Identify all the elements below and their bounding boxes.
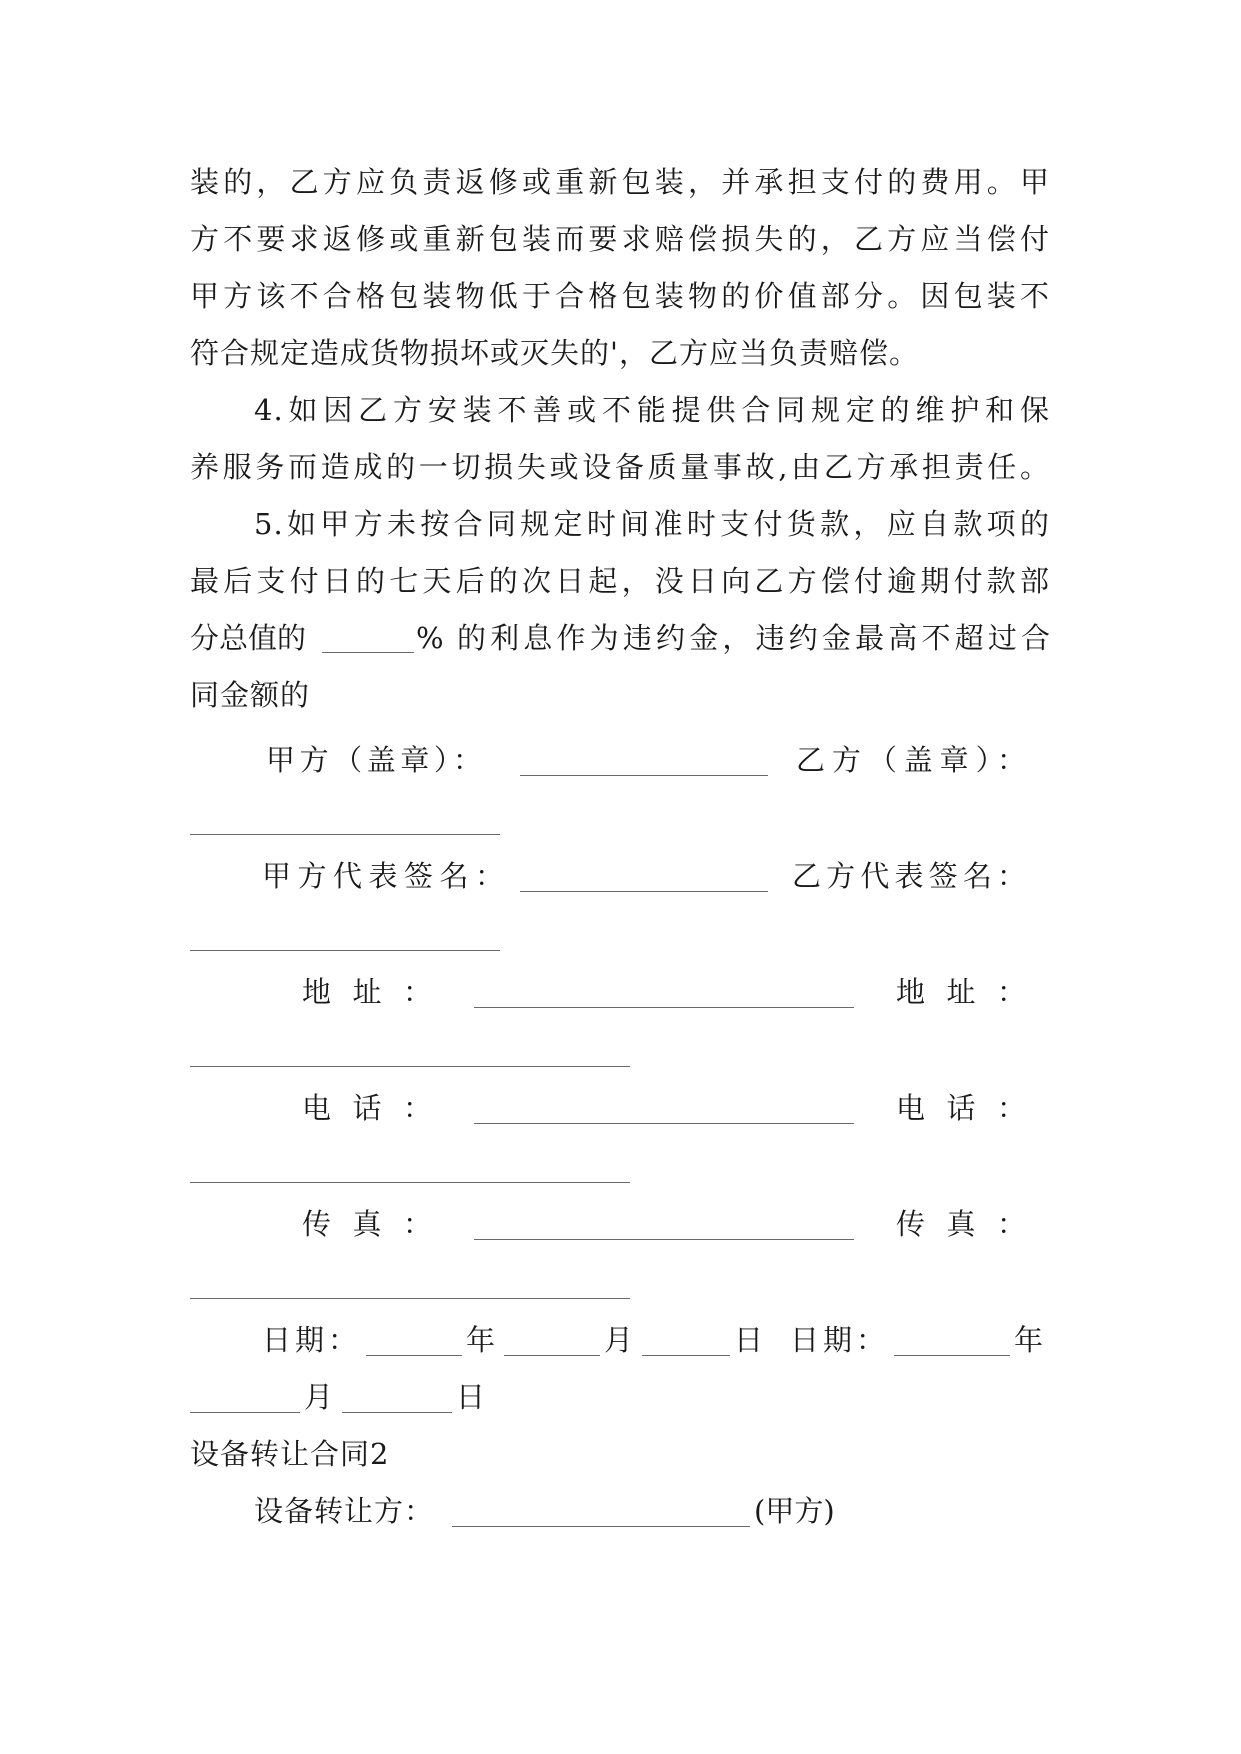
party-a-year-unit: 年 [466,1323,496,1357]
contract-2-title: 设备转让合同2 [190,1437,390,1471]
party-b-address-label: 地址： [896,975,1026,1009]
party-a-rep-blank[interactable] [520,891,768,892]
party-b-phone-label: 电话： [896,1091,1026,1125]
party-b-seal-label: 乙方（盖章）： [796,743,1026,777]
text-line: 符合规定造成货物损坏或灭失的'，乙方应当负责赔偿。 [190,336,919,370]
party-b-day-unit: 日 [456,1380,486,1414]
clause-5-line-2: 最后支付日的七天后的次日起，没日向乙方偿付逾期付款部 [190,564,1050,598]
party-a-seal-label: 甲方（盖章）： [266,743,482,777]
party-b-address-blank[interactable] [190,1066,630,1067]
clause-4-line-2: 养服务而造成的一切损失或设备质量事故,由乙方承担责任。 [190,450,1050,484]
party-a-phone-label: 电话： [302,1091,432,1125]
text-line: 方不要求返修或重新包装而要求赔偿损失的，乙方应当偿付 [190,222,1050,256]
party-b-month-blank[interactable] [190,1412,300,1413]
party-b-rep-blank[interactable] [190,950,500,951]
transferor-suffix: (甲方) [754,1494,835,1528]
text-line: 甲方该不合格包装物低于合格包装物的价值部分。因包装不 [190,279,1050,313]
party-b-day-blank[interactable] [342,1412,452,1413]
party-b-fax-label: 传真： [896,1207,1026,1241]
party-b-year-unit: 年 [1014,1323,1044,1357]
clause-5-line-3-start: 分总值的 [190,621,307,655]
party-b-rep-label: 乙方代表签名： [792,859,1026,893]
party-a-month-blank[interactable] [504,1355,600,1356]
clause-4-line-1: 4.如因乙方安装不善或不能提供合同规定的维护和保 [254,393,1050,427]
clause-5-line-4: 同金额的 [190,678,311,712]
party-a-phone-blank[interactable] [474,1123,854,1124]
party-b-seal-blank[interactable] [190,834,500,835]
party-a-day-unit: 日 [734,1323,764,1357]
party-a-address-blank[interactable] [474,1007,854,1008]
interest-rate-blank[interactable] [322,652,414,653]
party-a-fax-label: 传真： [302,1207,432,1241]
party-b-phone-blank[interactable] [190,1182,630,1183]
party-a-year-blank[interactable] [366,1355,462,1356]
transferor-label: 设备转让方： [254,1494,435,1528]
party-a-rep-label: 甲方代表签名： [262,859,504,893]
transferor-blank[interactable] [452,1526,750,1527]
party-a-seal-blank[interactable] [520,775,768,776]
party-a-address-label: 地址： [302,975,432,1009]
clause-5-line-3-end: % 的利息作为违约金，违约金最高不超过合 [416,621,1050,655]
party-b-date-label: 日期： [790,1323,890,1357]
party-b-year-blank[interactable] [894,1355,1010,1356]
party-b-month-unit: 月 [304,1380,334,1414]
party-a-month-unit: 月 [604,1323,634,1357]
party-a-date-label: 日期： [262,1323,362,1357]
clause-5-line-1: 5.如甲方未按合同规定时间准时支付货款，应自款项的 [254,507,1050,541]
party-a-fax-blank[interactable] [474,1239,854,1240]
party-a-day-blank[interactable] [642,1355,730,1356]
party-b-fax-blank[interactable] [190,1298,630,1299]
text-line: 装的，乙方应负责返修或重新包装，并承担支付的费用。甲 [190,165,1050,199]
